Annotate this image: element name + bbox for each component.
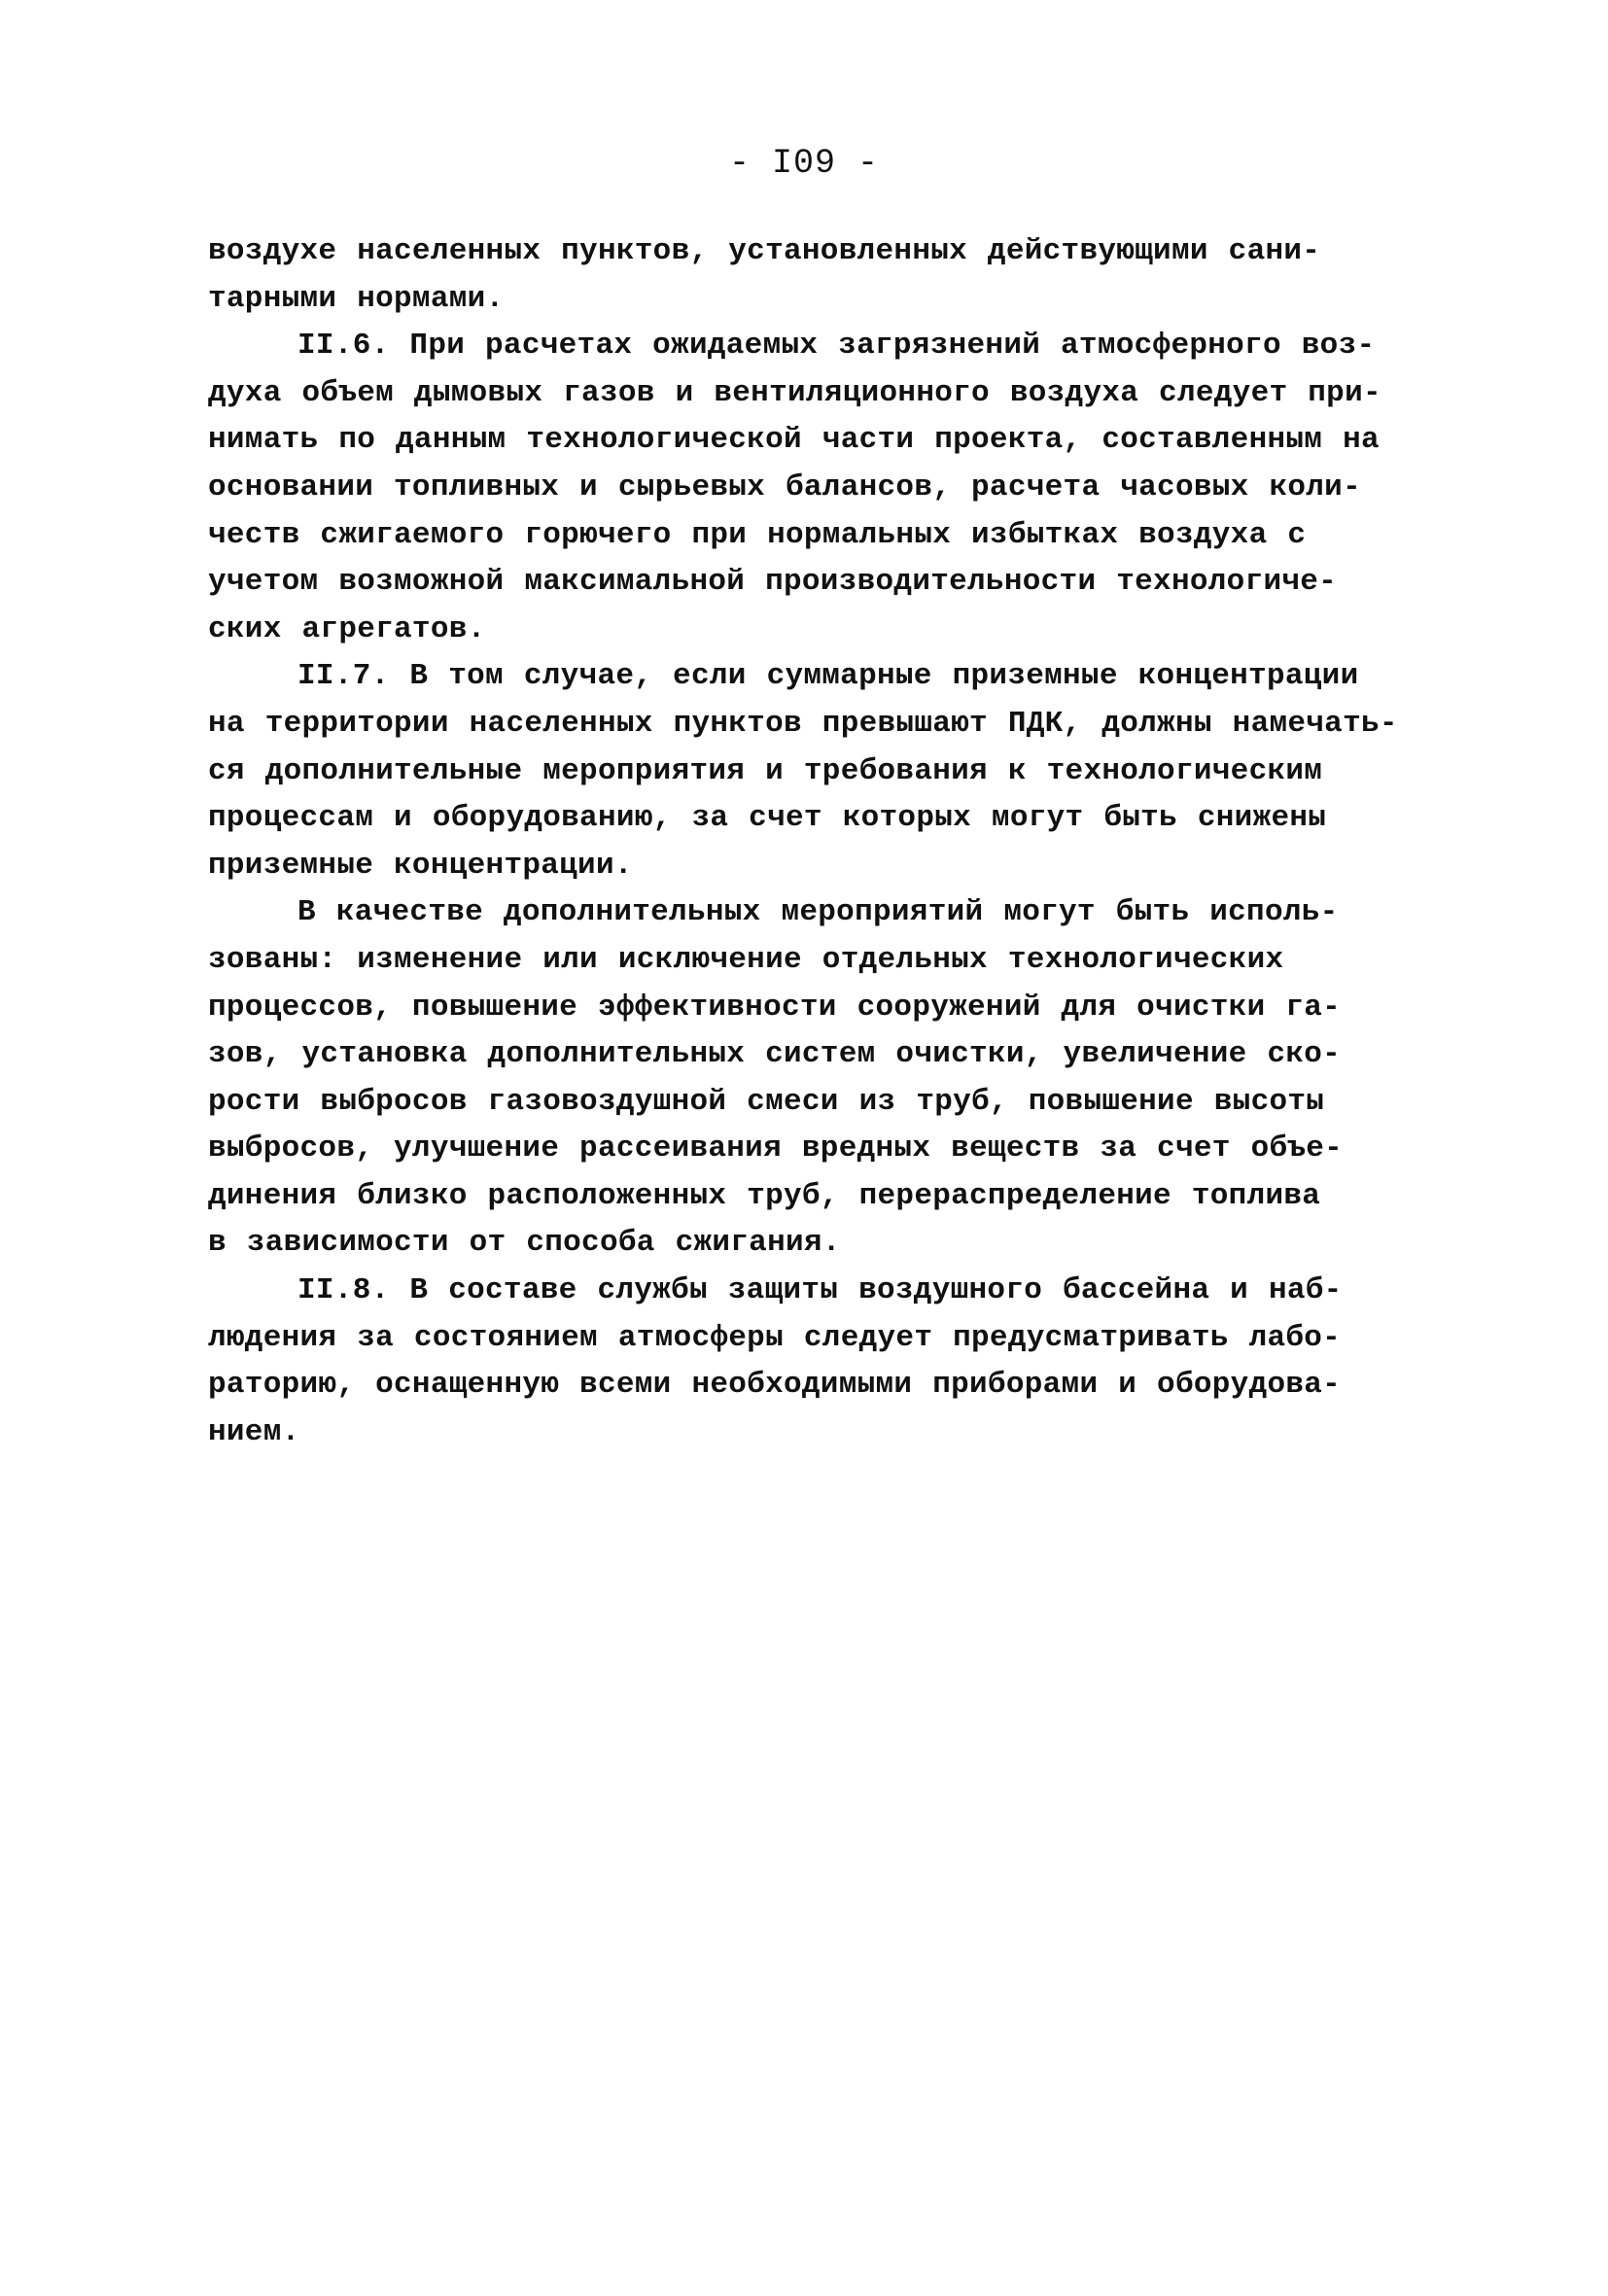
text-line: выбросов, улучшение рассеивания вредных веществ за счет объе- [208, 1131, 1344, 1166]
text-line: В качестве дополнительных мероприятий могут быть исполь- [297, 895, 1339, 930]
text-line: раторию, оснащенную всеми необходимыми приборами и оборудова- [208, 1368, 1342, 1403]
text-line: тарными нормами. [208, 281, 505, 316]
text-line: ся дополнительные мероприятия и требования к технологическим [208, 753, 1323, 788]
text-line: зованы: изменение или исключение отдельных технологических [208, 942, 1284, 977]
text-line: динения близко расположенных труб, перераспределение топлива [208, 1178, 1321, 1213]
text-line: II.8. В составе службы защиты воздушного бассейна и наб- [297, 1273, 1343, 1308]
text-line: зов, установка дополнительных систем очистки, увеличение ско- [208, 1037, 1342, 1072]
text-line: нимать по данным технологической части проекта, составленным на [208, 423, 1380, 458]
text-line: основании топливных и сырьевых балансов, расчета часовых коли- [208, 470, 1361, 504]
text-line: процессам и оборудованию, за счет которых могут быть снижены [208, 801, 1327, 836]
text-line: в зависимости от способа сжигания. [208, 1226, 841, 1261]
text-line: ских агрегатов. [208, 611, 486, 646]
text-line: процессов, повышение эффективности сооружений для очистки га- [208, 990, 1342, 1025]
text-line: честв сжигаемого горючего при нормальных избытках воздуха с [208, 517, 1307, 552]
text-line: людения за состоянием атмосферы следует предусматривать лабо- [208, 1320, 1342, 1355]
text-line: духа объем дымовых газов и вентиляционного воздуха следует при- [208, 375, 1381, 410]
text-line: воздухе населенных пунктов, установленных действующими сани- [208, 234, 1321, 268]
text-line: нием. [208, 1414, 300, 1449]
text-line: II.7. В том случае, если суммарные приземные концентрации [297, 659, 1359, 694]
page-number: - I09 - [728, 144, 880, 183]
text-line: учетом возможной максимальной производительности технологиче- [208, 565, 1338, 600]
text-line: на территории населенных пунктов превышают ПДК, должны намечать- [208, 706, 1398, 741]
text-line: рости выбросов газовоздушной смеси из труб, повышение высоты [208, 1084, 1325, 1119]
text-line: II.6. При расчетах ожидаемых загрязнений атмосферного воз- [297, 329, 1376, 364]
text-line: приземные концентрации. [208, 848, 633, 883]
body-text [208, 228, 1472, 1456]
